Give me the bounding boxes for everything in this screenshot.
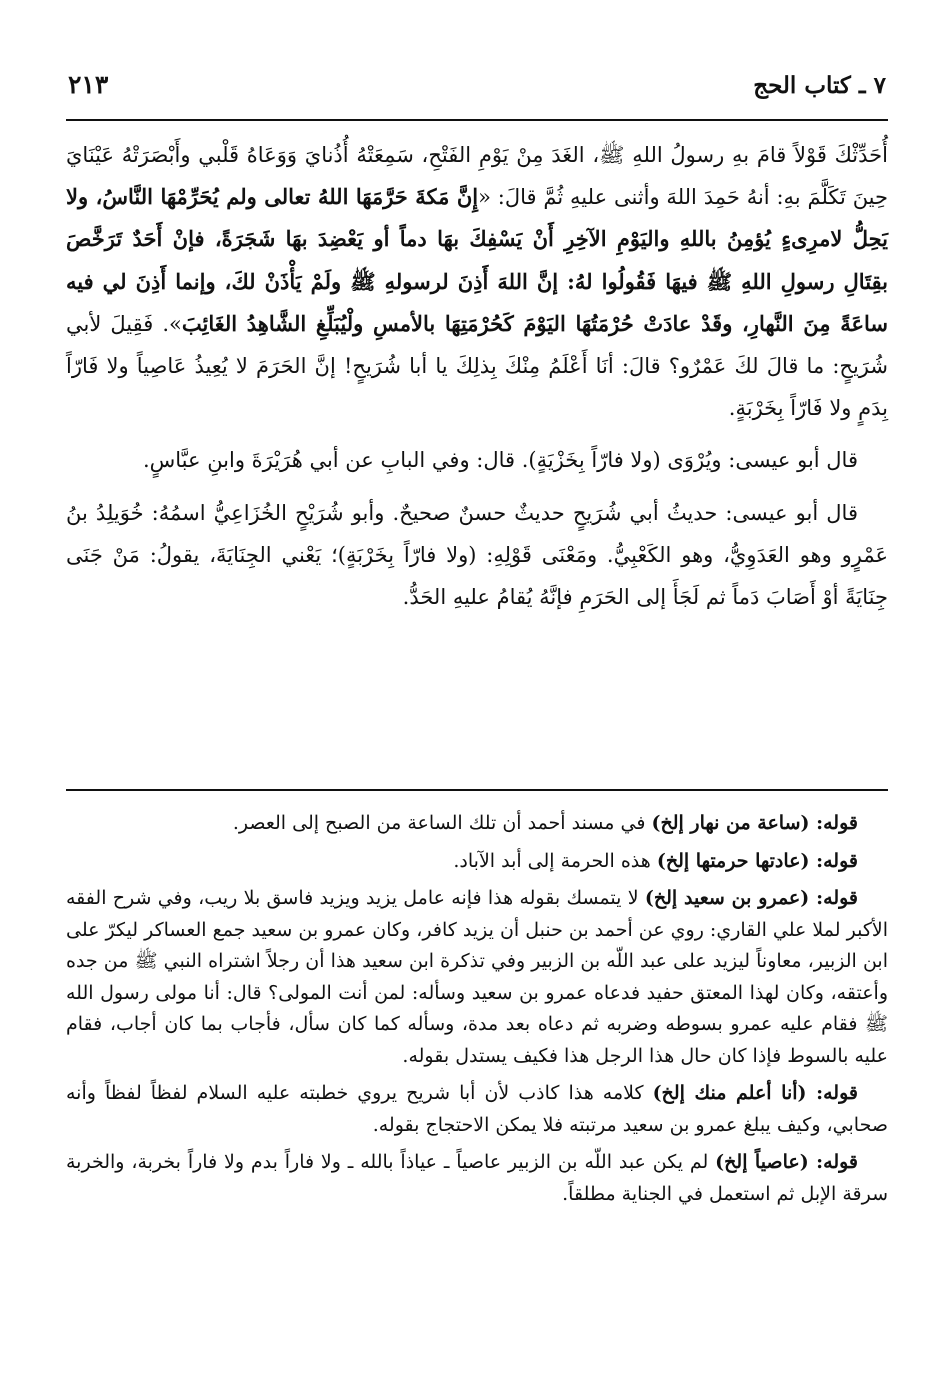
prophet-saying: إِنَّ مَكةَ حَرَّمَهَا اللهُ تعالى ولم يُحَرِّمْهَا النَّاسُ، ولا يَحِلُّ لامرِىءٍ يُؤمِنُ باللهِ واليَوْمِ الآخِرِ أَنْ يَسْفِكَ بهَا دماً أو يَعْضِدَ بهَا شَجَرَةً، فإنْ أَحَدٌ تَرَخَّصَ بقِتَالِ رسولِ اللهِ ﷺ فيهَا فَقُولُوا لهُ: إنَّ اللهَ أَذِنَ لرسولهِ ﷺ ولَمْ يَأْذَنْ لكَ، وإنما أَذِنَ لي فيه ساعَةً مِنَ النَّهارِ، وقَدْ عادَتْ حُرْمَتُهَا اليَوْمَ كَحُرْمَتِهَا بالأمسِ ولْيُبَلِّغِ الشَّاهِدُ الغَائِبَ: [66, 184, 888, 336]
chapter-title: ٧ ـ كتاب الحج: [753, 72, 886, 99]
footnote-text: لم يكن عبد اللّه بن الزبير عاصياً ـ عياذاً بالله ـ ولا فاراً بدم ولا فاراً بخربة، والخربة سرقة الإبل ثم استعمل في الجناية مطلقاً.: [66, 1151, 888, 1205]
page-number: ٢١٣: [68, 70, 109, 99]
footnote-label: قوله: (عمرو بن سعيد إلخ): [644, 887, 858, 909]
footnote-text: في مسند أحمد أن تلك الساعة من الصبح إلى العصر.: [232, 812, 652, 834]
footnote-rule: [66, 789, 888, 791]
footnote-text: هذه الحرمة إلى أبد الآباد.: [453, 849, 657, 872]
footnotes: [66, 808, 888, 1216]
footnote-label: قوله: (عادتها حرمتها إلخ): [656, 849, 858, 872]
footnote: [66, 883, 888, 1072]
hadith-intro: أُحَدِّثْكَ قَوْلاً قامَ بهِ رسولُ اللهِ ﷺ، الغَدَ مِنْ يَوْمِ الفَتْحِ، سَمِعَتْهُ أُذُنايَ وَوَعَاهُ قَلْبي وأَبْصَرَتْهُ عَيْنَايَ حِينَ تَكَلَّمَ بهِ: أنهُ حَمِدَ اللهَ وأثنى عليهِ ثُمَّ قالَ: «: [66, 143, 888, 210]
header-rule: [66, 119, 888, 121]
page-header: [68, 68, 886, 112]
footnote: [66, 808, 888, 840]
footnote-label: قوله: (أنا أعلم منك إلخ): [652, 1082, 858, 1104]
hadith-continuation: ». فَقِيلَ لأبي شُرَيحٍ: ما قالَ لكَ عَمْرٌو؟ قالَ: أنَا أَعْلَمُ مِنْكَ بِذلِكَ يا أبا شُرَيحٍ! إنَّ الحَرَمَ لا يُعِيذُ عَاصِياً ولا فَارّاً بِدَمٍ ولا فَارّاً بِخَرْبَةٍ.: [66, 311, 888, 421]
footnote: [66, 846, 888, 878]
footnote: [66, 1078, 888, 1141]
hadith-text: [66, 134, 888, 618]
footnote-label: قوله: (عاصياً إلخ): [715, 1151, 858, 1173]
footnote-text: كلامه هذا كاذب لأن أبا شريح يروي خطبته عليه السلام لفظاً لفظاً وأنه صحابي، وكيف يبلغ عمرو بن سعيد مرتبته فلا يمكن الاحتجاج بقوله.: [66, 1082, 888, 1136]
hadith-paragraph: [66, 134, 888, 429]
footnote-text: لا يتمسك بقوله هذا فإنه عامل يزيد ويزيد فاسق بلا ريب، وفي شرح الفقه الأكبر لملا علي القاري: روي عن أحمد بن حنبل أن يزيد كافر، وكان عمرو بن سعيد جمع العساكر ليكرّ على ابن الزبير، معاوناً ليزيد على عبد اللّه بن الزبير وفي تذكرة ابن سعيد هذا أن رجلاً اشتراه النبي ﷺ من جده وأعتقه، وكان لهذا المعتق حفيد فدعاه عمرو بن سعيد وسأله: لمن أنت المولى؟ قال: أنا مولى رسول الله ﷺ فقام عليه عمرو بسوطه وضربه ثم دعاه بعد مدة، وسأله كما كان سأل، فأجاب بما كان أجاب، فقام عليه بالسوط فإذا كان حال هذا الرجل هذا فكيف يستدل بقوله.: [66, 887, 888, 1067]
footnote: [66, 1147, 888, 1210]
commentary-paragraph: قال أبو عيسى: ويُرْوَى (ولا فارّاً بِخَزْيَةٍ). قال: وفي البابِ عن أبي هُرَيْرَةَ وابنِ عبَّاسٍ.: [142, 448, 858, 473]
commentary-paragraph: قال أبو عيسى: حديثُ أبي شُرَيحٍ حديثٌ حسنٌ صحيحٌ. وأبو شُرَيْحٍ الخُزَاعِيُّ اسمُهُ: خُوَيلِدُ بنُ عَمْرٍو وهو العَدَوِيُّ، وهو الكَعْبِيُّ. ومَعْنَى قَوْلِهِ: (ولا فارّاً بِخَرْبَةٍ)؛ يَعْني الجِنَايَةَ، يقولُ: مَنْ جَنَى جِنَايَةً أوْ أَصَابَ دَماً ثم لَجَأَ إلى الحَرَمِ فإنَّهُ يُقامُ عليهِ الحَدُّ.: [66, 500, 888, 610]
footnote-label: قوله: (ساعة من نهار إلخ): [651, 812, 858, 834]
